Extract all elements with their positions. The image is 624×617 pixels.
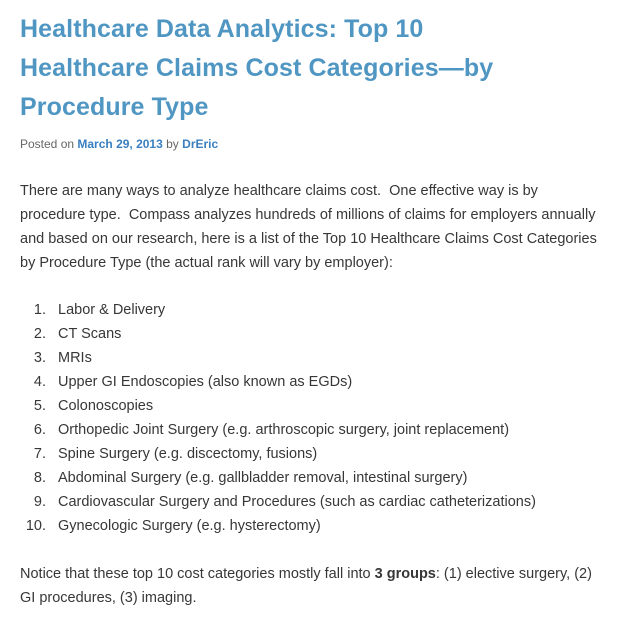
intro-paragraph: There are many ways to analyze healthcare claims cost. One effective way is by procedure type. Compass analyzes hundreds of millions of claims for employers annually and based on our research, here is a list of the Top 10 Healthcare Claims Cost Categories by Procedure Type (the actual rank will vary by employer): [20,183,597,271]
post-title-line-2: Healthcare Claims Cost Categories—by [20,54,494,82]
list-item [33,298,604,322]
list-item [25,514,604,538]
list-item-number: 1. [33,302,46,318]
entry-meta [20,136,604,152]
list-item [33,490,604,514]
list-item-number: 3. [33,350,46,366]
post-date-link[interactable]: March 29, 2013 [77,137,163,151]
list-item [33,466,604,490]
list-item [33,346,604,370]
by-label: by [166,137,179,151]
list-item [33,370,604,394]
list-item-text: Spine Surgery (e.g. discectomy, fusions) [58,446,318,462]
post-title [20,0,604,127]
entry-content [20,179,604,610]
cost-category-list [20,298,604,538]
list-item-number: 9. [33,494,46,510]
list-item-number: 8. [33,470,46,486]
list-item-text: Orthopedic Joint Surgery (e.g. arthroscopic surgery, joint replacement) [58,422,510,438]
closing-bold-text: 3 groups [374,566,436,582]
list-item-text: Upper GI Endoscopies (also known as EGDs) [58,374,353,390]
posted-on-label: Posted on [20,137,75,151]
list-item-text: Colonoscopies [58,398,154,414]
list-item-number: 7. [33,446,46,462]
post-title-link[interactable] [20,15,493,121]
closing-text-after: : (1) elective surgery, (2) GI procedures, (3) imaging. [20,566,592,606]
list-item-number: 10. [25,518,46,534]
closing-paragraph [20,562,604,610]
list-item-text: Labor & Delivery [58,302,166,318]
list-item [33,394,604,418]
list-item [33,418,604,442]
list-item-number: 4. [33,374,46,390]
list-item [33,442,604,466]
post-title-line-1: Healthcare Data Analytics: Top 10 [20,15,424,43]
list-item [33,322,604,346]
closing-text-before: Notice that these top 10 cost categories mostly fall into [20,566,375,582]
list-item-text: Gynecologic Surgery (e.g. hysterectomy) [58,518,321,534]
post-title-line-3: Procedure Type [20,93,209,121]
list-item-number: 6. [33,422,46,438]
list-item-text: Abdominal Surgery (e.g. gallbladder removal, intestinal surgery) [58,470,468,486]
author-link[interactable]: DrEric [182,137,219,151]
list-item-number: 2. [33,326,46,342]
list-item-text: CT Scans [58,326,122,342]
list-item-number: 5. [33,398,46,414]
list-item-text: MRIs [58,350,92,366]
list-item-text: Cardiovascular Surgery and Procedures (such as cardiac catheterizations) [58,494,536,510]
